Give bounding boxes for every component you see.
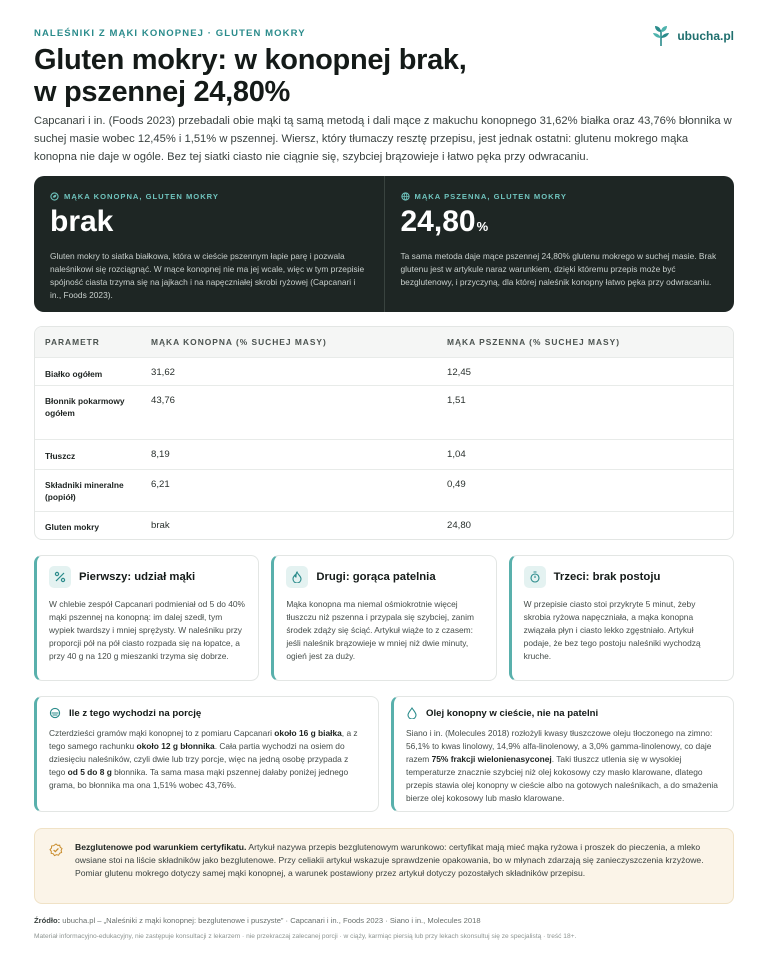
brand-logo-link[interactable]: [651, 24, 734, 48]
card-text: Czterdzieści gramów mąki konopnej to z pomiaru Capcanari około 16 g białka, a z tego samego rachunku około 12 g błonnika. Cała partia wychodzi na osiem do dziesięciu naleśników, czyli dwie lub trzy porcje, więc na jedną osobę przypada z tego od 5 do 8 g błonnika. Ta sama masa mąki pszennej dałaby poniżej jednego grama, bo błonnika ma ona 1,51% wobec 43,76%.: [49, 728, 358, 790]
portion-card: [34, 696, 379, 812]
globe-icon: [401, 192, 410, 201]
table-row: [35, 439, 733, 469]
source-line: Źródło: ubucha.pl – „Naleśniki z mąki konopnej: bezglutenowe i puszyste” · Capcanari i in., Foods 2023 · Siano i in., Molecules 2018: [34, 916, 481, 925]
disclaimer: Materiał informacyjno-edukacyjny, nie zastępuje konsultacji z lekarzem · nie przekraczaj zalecanej porcji · w ciąży, karmiąc piersią lub przy lekach skonsultuj się ze specjalistą · treść 18+.: [34, 933, 577, 940]
page-title: Gluten mokry: w konopnej brak, w pszennej 24,80%: [34, 44, 467, 108]
param-cell: Składniki mineralne (popiół): [35, 469, 141, 511]
card-title: Olej konopny w cieście, nie na patelni: [426, 707, 599, 719]
stat-wheat: [384, 176, 735, 312]
pancake-icon: [49, 707, 61, 719]
badge-check-icon: [49, 843, 63, 857]
hemp-cell: 31,62: [141, 357, 437, 385]
factor-card: [34, 555, 259, 681]
stat-value: 24,80%: [400, 205, 489, 238]
table-header-row: [35, 327, 733, 357]
card-title: Drugi: gorąca patelnia: [316, 571, 436, 583]
hemp-cell: 43,76: [141, 385, 437, 439]
table-row: [35, 511, 733, 539]
stats-panel: [34, 176, 734, 312]
hemp-cell: 6,21: [141, 469, 437, 511]
nutrition-table: [34, 326, 734, 540]
droplet-icon: [406, 707, 418, 719]
card-title: Pierwszy: udział mąki: [79, 571, 196, 583]
flame-icon: [291, 571, 303, 583]
card-title: Trzeci: brak postoju: [553, 571, 661, 583]
detail-cards: [34, 696, 734, 812]
certification-note: [34, 828, 734, 904]
stat-label: MĄKA PSZENNA, GLUTEN MOKRY: [414, 192, 567, 201]
wheat-cell: 1,04: [437, 439, 733, 469]
stat-description: Gluten mokry to siatka białkowa, która w cieście pszennym łapie parę i pozwala naleśnikowi się rozciągnąć. W mące konopnej nie ma jej wcale, więc w tym przepisie spójność ciasta trzyma się na jajkach i na napęczniałej skrobi ryżowej (Capcanari i in., Foods 2023).: [50, 251, 365, 300]
hemp-cell: 8,19: [141, 439, 437, 469]
param-cell: Tłuszcz: [35, 439, 141, 469]
mint-leaf-icon: [651, 24, 671, 48]
column-header: MĄKA KONOPNA (% SUCHEJ MASY): [141, 327, 437, 357]
table-row: [35, 469, 733, 511]
factor-cards: [34, 555, 734, 681]
wheat-cell: 12,45: [437, 357, 733, 385]
card-text: Mąka konopna ma niemal ośmiokrotnie więcej tłuszczu niż pszenna i przypala się szybciej, zanim środek zdąży się ściąć. Artykuł wiąże to z czasem: jeśli naleśnik brązowieje w mniej niż dwie minuty, ogień jest za duży.: [286, 599, 474, 661]
factor-card: [509, 555, 734, 681]
card-text: W chlebie zespół Capcanari podmieniał od 5 do 40% mąki pszennej na konopną: im dalej szedł, tym wypiek twardszy i mniej sprężysty. W naleśniku przy proporcji pół na pół ciasto rozpada się na łopatce, a przy 40 g na 120 g mieszanki trzyma się dobrze.: [49, 599, 245, 661]
factor-card: [271, 555, 496, 681]
leaf-icon: [50, 192, 59, 201]
column-header: MĄKA PSZENNA (% SUCHEJ MASY): [437, 327, 733, 357]
param-cell: Białko ogółem: [35, 357, 141, 385]
table-row: [35, 385, 733, 439]
wheat-cell: 0,49: [437, 469, 733, 511]
stat-label: MĄKA KONOPNA, GLUTEN MOKRY: [64, 192, 219, 201]
param-cell: Błonnik pokarmowy ogółem: [35, 385, 141, 439]
wheat-cell: 24,80: [437, 511, 733, 539]
card-title: Ile z tego wychodzi na porcję: [69, 707, 202, 719]
table-row: [35, 357, 733, 385]
card-text: Siano i in. (Molecules 2018) rozłożyli kwasy tłuszczowe oleju tłoczonego na zimno: 56,1% to kwas linolowy, 14,9% alfa-linolenowy, a 3,0% gamma-linolenowy, co daje razem 75% frakcji wielonienasyconej. Taki tłuszcz utlenia się w wysokiej temperaturze znacznie szybciej niż olej kokosowy czy masło klarowane, dlatego przepis stawia olej konopny w cieście albo na gotowych naleśnikach, a do smażenia bierze olej kokosowy lub masło klarowane.: [406, 728, 718, 803]
hemp-cell: brak: [141, 511, 437, 539]
wheat-cell: 1,51: [437, 385, 733, 439]
stopwatch-icon: [529, 571, 541, 583]
lede-paragraph: Capcanari i in. (Foods 2023) przebadali obie mąki tą samą metodą i dali mące z makuchu konopnego 31,62% białka oraz 43,76% błonnika w suchej masie wobec 12,45% i 1,51% w pszennej. Wiersz, który tłumaczy resztę przepisu, jest jednak ostatni: glutenu mokrego mąka konopna nie daje w ogóle. Bez tej siatki ciasto nie ciągnie się, szybciej brązowieje i łatwo pęka przy odwracaniu.: [34, 115, 732, 163]
stat-value: brak: [50, 205, 114, 238]
param-cell: Gluten mokry: [35, 511, 141, 539]
stat-description: Ta sama metoda daje mące pszennej 24,80% glutenu mokrego w suchej masie. Brak glutenu jest w artykule naraz warunkiem, dzięki któremu przepis może być bezglutenowy, i przyczyną, dla której naleśnik konopny łatwo pęka przy odwracaniu.: [400, 251, 717, 287]
percent-icon: [54, 571, 66, 583]
brand-name: ubucha.pl: [677, 29, 734, 43]
stat-hemp: [34, 176, 384, 312]
column-header: PARAMETR: [35, 327, 141, 357]
kicker: NALEŚNIKI Z MĄKI KONOPNEJ · GLUTEN MOKRY: [34, 28, 306, 39]
certification-text: Bezglutenowe pod warunkiem certyfikatu. Artykuł nazywa przepis bezglutenowym warunkowo: certyfikat mają mieć mąka ryżowa i proszek do pieczenia, a mleko owsiane stoi na liście składników jako bezglutenowe. Przy celiakii artykuł wskazuje sprawdzenie opakowania, bo w młynach zdarzają się zanieczyszczenia krzyżowe. Pomiar glutenu mokrego dotyczy samej mąki konopnej, a warunek postawiony przez artykuł dotyczy pozostałych składników przepisu.: [75, 842, 704, 878]
card-text: W przepisie ciasto stoi przykryte 5 minut, żeby skrobia ryżowa napęczniała, a mąka konopna związała płyn i ciasto lekko zgęstniało. Artykuł podaje, że bez tego postoju naleśniki wychodzą kruche.: [523, 599, 701, 661]
oil-card: [391, 696, 734, 812]
